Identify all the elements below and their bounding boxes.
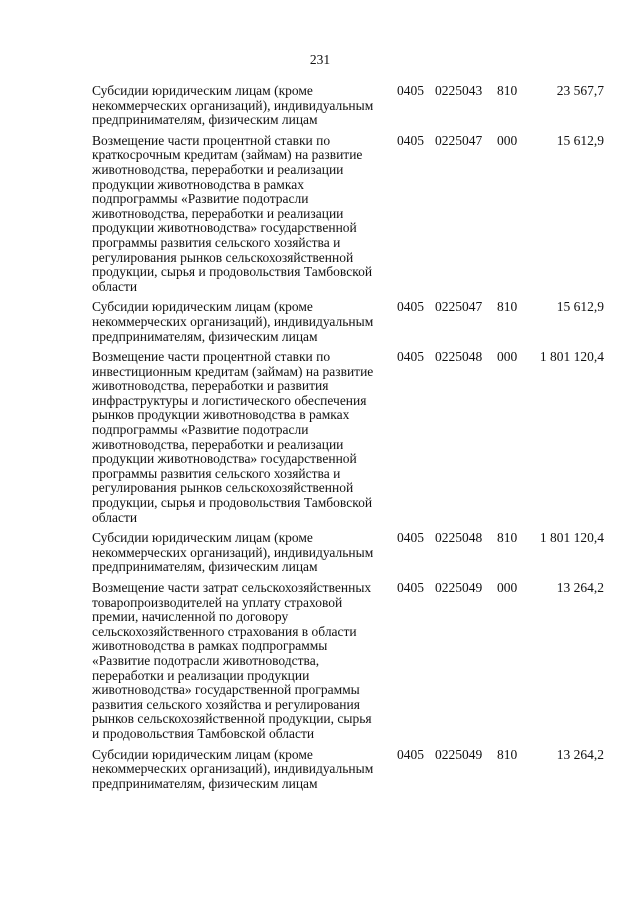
amount: 1 801 120,4 (539, 349, 604, 365)
table-row (92, 531, 604, 575)
section-code: 0405 (397, 349, 424, 365)
amount: 15 612,9 (556, 299, 604, 315)
target-article-code: 0225049 (435, 580, 483, 595)
row-description: Субсидии юридическим лицам (кроме некоммерческих организаций), индивидуальным предпринимателям, физическим лицам (92, 746, 374, 791)
table-row (92, 300, 604, 344)
page-number: 231 (309, 52, 331, 67)
expense-type-code: 810 (497, 746, 518, 762)
table-row (92, 581, 604, 742)
expense-type-code: 000 (497, 132, 518, 148)
section-code: 0405 (397, 83, 424, 98)
section-code: 0405 (397, 580, 424, 595)
expense-type-code: 000 (497, 349, 518, 365)
expense-type-code: 810 (497, 299, 518, 315)
target-article-code: 0225049 (435, 746, 483, 762)
expense-type-code: 810 (497, 83, 518, 98)
expense-type-code: 000 (497, 580, 518, 595)
section-code: 0405 (397, 299, 424, 315)
budget-table (92, 84, 604, 797)
expense-type-code: 810 (497, 530, 518, 546)
target-article-code: 0225043 (435, 83, 483, 98)
row-description: Возмещение части процентной ставки по инвестиционным кредитам (займам) на развитие животноводства, переработки и развития инфраструктуры и логистического обеспечения рынков продукции животноводства в рамках подпрограммы «Развитие подотрасли животноводства, переработки и реализации продукции животноводства» государственной программы развития сельского хозяйства и регулирования рынков сельскохозяйственной продукции, сырья и продовольствия Тамбовской области (92, 349, 374, 525)
amount: 15 612,9 (556, 132, 604, 148)
amount: 23 567,7 (556, 83, 604, 98)
row-description: Субсидии юридическим лицам (кроме некоммерческих организаций), индивидуальным предпринимателям, физическим лицам (92, 83, 374, 128)
section-code: 0405 (397, 132, 424, 148)
amount: 13 264,2 (556, 580, 604, 595)
table-row (92, 84, 604, 128)
amount: 13 264,2 (556, 746, 604, 762)
section-code: 0405 (397, 746, 424, 762)
row-description: Субсидии юридическим лицам (кроме некоммерческих организаций), индивидуальным предпринимателям, физическим лицам (92, 299, 374, 344)
row-description: Возмещение части процентной ставки по краткосрочным кредитам (займам) на развитие животноводства, переработки и реализации продукции животноводства в рамках подпрограммы «Развитие подотрасли животноводства, переработки и реализации продукции животноводства» государственной программы развития сельского хозяйства и регулирования рынков сельскохозяйственной продукции, сырья и продовольствия Тамбовской области (92, 132, 373, 294)
target-article-code: 0225048 (435, 530, 483, 546)
table-row (92, 748, 604, 792)
amount: 1 801 120,4 (539, 530, 604, 546)
target-article-code: 0225047 (435, 299, 483, 315)
table-row (92, 134, 604, 295)
target-article-code: 0225048 (435, 349, 483, 365)
section-code: 0405 (397, 530, 424, 546)
target-article-code: 0225047 (435, 132, 483, 148)
row-description: Субсидии юридическим лицам (кроме некоммерческих организаций), индивидуальным предпринимателям, физическим лицам (92, 530, 374, 575)
row-description: Возмещение части затрат сельскохозяйственных товаропроизводителей на уплату страховой премии, начисленной по договору сельскохозяйственного страхования в области животноводства в рамках подпрограммы «Развитие подотрасли животноводства, переработки и реализации продукции животноводства» государственной программы развития сельского хозяйства и регулирования рынков сельскохозяйственной продукции, сырья и продовольствия Тамбовской области (92, 580, 372, 741)
table-row (92, 350, 604, 525)
